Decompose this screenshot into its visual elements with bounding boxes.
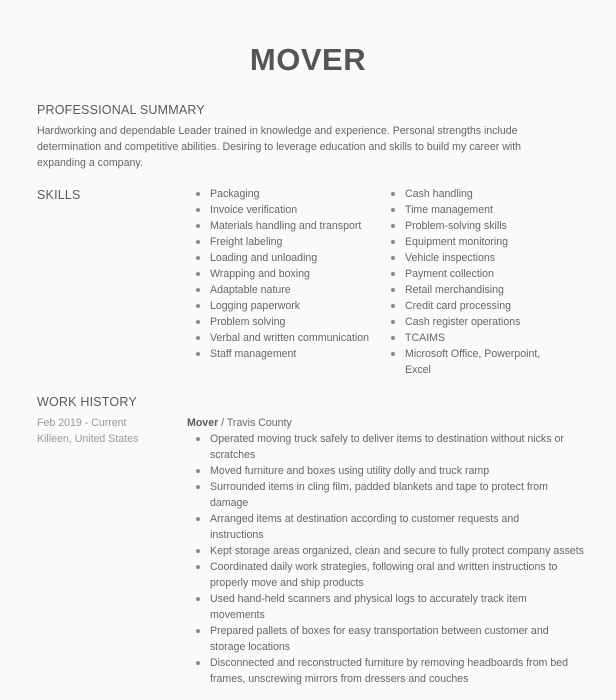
responsibility-item: Prepared pallets of boxes for easy transportation between customer and storage locations (194, 623, 585, 655)
skill-item: Logging paperwork (194, 298, 379, 314)
bullet-icon (391, 352, 395, 356)
bullet-icon (196, 549, 200, 553)
job-role: Mover (187, 417, 219, 429)
skill-item: Problem solving (194, 314, 379, 330)
job-responsibilities-list (194, 431, 584, 687)
bullet-icon (196, 437, 200, 441)
job-employer: Travis County (226, 417, 292, 429)
responsibility-item: Surrounded items in cling film, padded blankets and tape to protect from damage (194, 479, 570, 511)
skill-item: Freight labeling (194, 234, 379, 250)
responsibility-item: Coordinated daily work strategies, following oral and written instructions to properly move and ship products (194, 559, 584, 591)
skill-item: Adaptable nature (194, 282, 379, 298)
skill-item: Retail merchandising (389, 282, 564, 298)
job-separator: / (218, 417, 227, 429)
bullet-icon (391, 272, 395, 276)
bullet-icon (196, 336, 200, 340)
skill-item: Materials handling and transport (194, 218, 379, 234)
responsibility-item: Operated moving truck safely to deliver items to destination without nicks or scratches (194, 431, 584, 463)
bullet-icon (196, 565, 200, 569)
bullet-icon (196, 272, 200, 276)
bullet-icon (391, 240, 395, 244)
skill-item: Cash handling (389, 186, 564, 202)
responsibility-item: Disconnected and reconstructed furniture by removing headboards from bed frames, unscrewing mirrors from dressers and couches (194, 655, 585, 687)
bullet-icon (196, 192, 200, 196)
job-meta (37, 415, 138, 447)
bullet-icon (196, 320, 200, 324)
bullet-icon (391, 336, 395, 340)
skill-item: Wrapping and boxing (194, 266, 379, 282)
bullet-icon (391, 256, 395, 260)
summary-text: Hardworking and dependable Leader trained in knowledge and experience. Personal strengths include determination and competitive abilities. Desiring to leverage education and skills to build my career with expanding a company. (37, 125, 522, 169)
bullet-icon (196, 240, 200, 244)
skill-item: Verbal and written communication (194, 330, 379, 346)
job-location: Killeen, United States (37, 433, 139, 445)
bullet-icon (196, 485, 200, 489)
skill-item: Equipment monitoring (389, 234, 564, 250)
responsibility-item: Arranged items at destination according to customer requests and instructions (194, 511, 560, 543)
bullet-icon (196, 288, 200, 292)
bullet-icon (391, 208, 395, 212)
bullet-icon (196, 224, 200, 228)
skill-item: Credit card processing (389, 298, 564, 314)
bullet-icon (391, 304, 395, 308)
bullet-icon (196, 661, 200, 665)
job-dates: Feb 2019 - Current (37, 417, 127, 429)
skill-item: Payment collection (389, 266, 564, 282)
work-history-heading: WORK HISTORY (37, 395, 137, 409)
skill-item: Invoice verification (194, 202, 379, 218)
bullet-icon (196, 629, 200, 633)
skill-item: TCAIMS (389, 330, 564, 346)
bullet-icon (391, 288, 395, 292)
summary-heading: PROFESSIONAL SUMMARY (37, 103, 205, 117)
skill-item: Staff management (194, 346, 379, 362)
skill-item: Loading and unloading (194, 250, 379, 266)
bullet-icon (196, 517, 200, 521)
job-title-line (187, 415, 292, 431)
bullet-icon (196, 304, 200, 308)
skill-item: Packaging (194, 186, 379, 202)
bullet-icon (196, 208, 200, 212)
bullet-icon (391, 224, 395, 228)
skills-heading: SKILLS (37, 188, 81, 202)
bullet-icon (196, 469, 200, 473)
skills-list-column-2 (389, 186, 564, 378)
bullet-icon (391, 192, 395, 196)
skill-item: Cash register operations (389, 314, 564, 330)
bullet-icon (196, 352, 200, 356)
skill-item: Time management (389, 202, 564, 218)
responsibility-item: Moved furniture and boxes using utility dolly and truck ramp (194, 463, 584, 479)
bullet-icon (196, 256, 200, 260)
responsibility-item: Kept storage areas organized, clean and secure to fully protect company assets (194, 543, 585, 559)
responsibility-item: Used hand-held scanners and physical logs to accurately track item movements (194, 591, 570, 623)
skill-item: Vehicle inspections (389, 250, 564, 266)
skill-item: Microsoft Office, Powerpoint, Excel (389, 346, 555, 378)
bullet-icon (391, 320, 395, 324)
skills-list-column-1 (194, 186, 379, 362)
skill-item: Problem-solving skills (389, 218, 564, 234)
resume-title: MOVER (249, 42, 367, 77)
bullet-icon (196, 597, 200, 601)
